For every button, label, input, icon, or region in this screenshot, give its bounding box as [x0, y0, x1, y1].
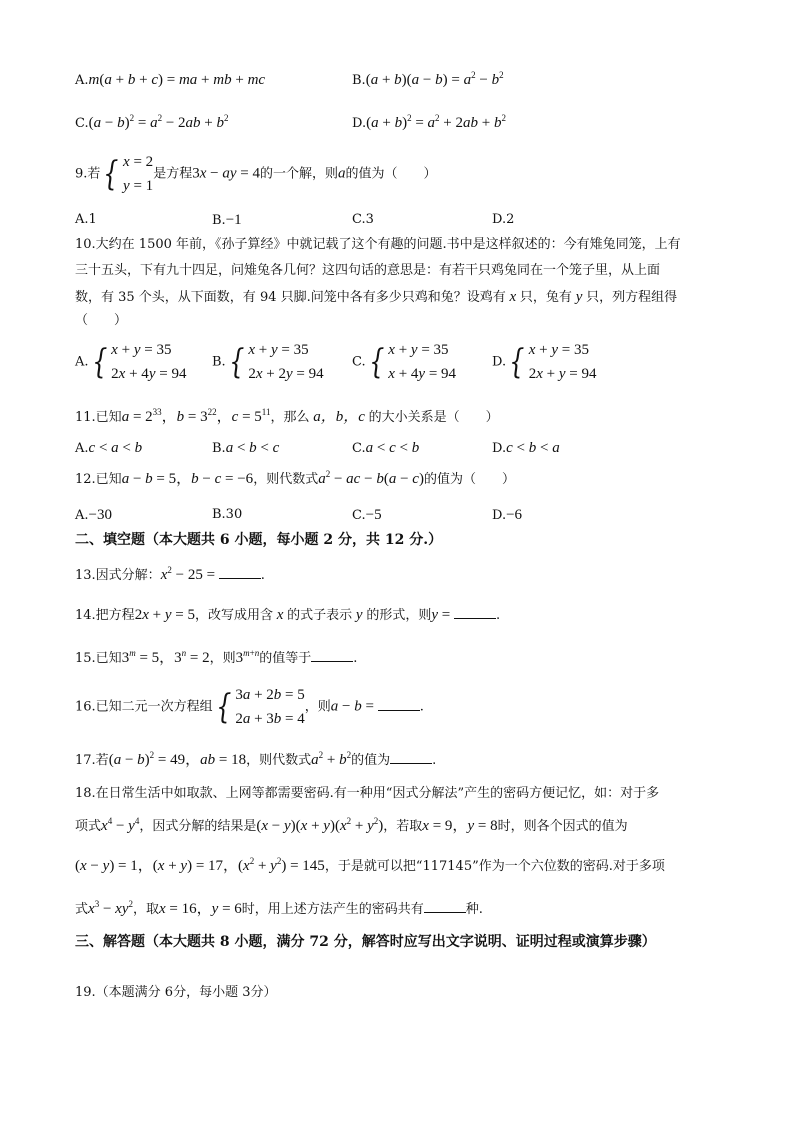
q8-option-a: A.m(a + b + c) = ma + mb + mc	[75, 72, 266, 88]
q18-line-4: 式$x^3 - xy^2$，取x = 16，y = 6时，用上述方法产生的密码共有 种.	[75, 899, 483, 917]
q8-option-d: $D.(a + b)^2 = a^2 + 2ab + b^2$	[352, 113, 506, 131]
q18-line-1: 18.在日常生活中如取款、上网等都需要密码.有一种用“因式分解法”产生的密码方便记忆，如：对于多	[75, 786, 660, 801]
q9-option-a: A.1	[75, 212, 97, 227]
q12-option-a: A.−30	[75, 507, 112, 523]
q15: 15.已知$3^m = 5$，$3^n = 2$，则$3^{m+n}$的值等于 .	[75, 648, 358, 666]
q9-system: { x = 2 y = 1	[103, 154, 154, 194]
section-2-heading: 二、填空题（本大题共 6 小题，每小题 2 分，共 12 分.）	[75, 532, 443, 548]
q17: 17.若$(a - b)^2 = 49$，ab = 18，则代数式$a^2 + b^2$的值为 .	[75, 750, 437, 768]
q12-option-d: D.−6	[492, 507, 523, 523]
q9-option-c: C.3	[352, 212, 374, 227]
q9-stem: 9.若 { x = 2 y = 1 是方程3x − ay = 4的一个解，则a的值为（ ）	[75, 150, 437, 198]
q19-heading: 19.（本题满分 6分，每小题 3分）	[75, 985, 277, 1000]
q15-answer-blank[interactable]	[311, 649, 353, 662]
q11-option-d: D.c < b < a	[492, 440, 560, 456]
q18-line-3: (x − y) = 1，(x + y) = 17，$(x^2 + y^2) = 145$，于是就可以把“117145”作为一个六位数的密码.对于多项	[75, 856, 665, 874]
q11-option-b: B.a < b < c	[212, 440, 280, 456]
q8-option-b: $B.(a + b)(a - b) = a^2 - b^2$	[352, 70, 504, 88]
q10-option-d: D. { x + y = 35 2x + y = 94	[492, 342, 597, 382]
q10-line-1: 10.大约在 1500 年前，《孙子算经》中就记载了这个有趣的问题.书中是这样叙述的：今有雉兔同笼，上有	[75, 237, 681, 252]
q13: 13.因式分解：$x^2 - 25$ = .	[75, 565, 265, 583]
q12-option-c: C.−5	[352, 507, 382, 523]
q16: 16.已知二元一次方程组 { 3a + 2b = 5 2a + 3b = 4 ，则a − b = .	[75, 687, 424, 727]
q10-line-4: （ ）	[75, 313, 128, 328]
q18-answer-blank[interactable]	[424, 900, 466, 913]
q18-line-2: 项式$x^4 - y^4$，因式分解的结果是$(x - y)(x + y)(x^2 + y^2)$，若取x = 9，y = 8时，则各个因式的值为	[75, 816, 628, 834]
q17-answer-blank[interactable]	[390, 751, 432, 764]
q10-line-3: 数，有 35 个头，从下面数，有 94 只脚.问笼中各有多少只鸡和兔？设鸡有 x 只，兔有 y 只，列方程组得	[75, 289, 678, 305]
q13-answer-blank[interactable]	[219, 566, 261, 579]
q10-option-b: B. { x + y = 35 2x + 2y = 94	[212, 342, 324, 382]
q16-answer-blank[interactable]	[378, 698, 420, 711]
section-3-heading: 三、解答题（本大题共 8 小题，满分 72 分，解答时应写出文字说明、证明过程或演算步骤）	[75, 934, 656, 950]
q10-option-c: C. { x + y = 35 x + 4y = 94	[352, 342, 457, 382]
q14: 14.把方程2x + y = 5，改写成用含 x 的式子表示 y 的形式，则y = .	[75, 607, 501, 623]
q8-option-c: $C.(a - b)^2 = a^2 - 2ab + b^2$	[75, 113, 229, 131]
q9-option-b: B.−1	[212, 212, 242, 228]
q14-answer-blank[interactable]	[454, 606, 496, 619]
q11-option-a: A.c < a < b	[75, 440, 143, 456]
q12-option-b: B.30	[212, 507, 243, 522]
q11-stem: 11.已知$a = 2^{33}$，$b = 3^{22}$，$c = 5^{11}$，那么 a，b，c 的大小关系是（ ）	[75, 407, 499, 425]
q10-line-2: 三十五头，下有九十四足，问雉兔各几何？这四句话的意思是：有若干只鸡兔同在一个笼子里，从上面	[75, 263, 661, 278]
q9-option-d: D.2	[492, 212, 515, 227]
q10-option-a: A. { x + y = 35 2x + 4y = 94	[75, 342, 187, 382]
q12-stem: 12.已知a − b = 5，b − c = −6，则代数式$a^2$ − ac − b(a − c)的值为（ ）	[75, 469, 515, 487]
q11-option-c: C.a < c < b	[352, 440, 420, 456]
